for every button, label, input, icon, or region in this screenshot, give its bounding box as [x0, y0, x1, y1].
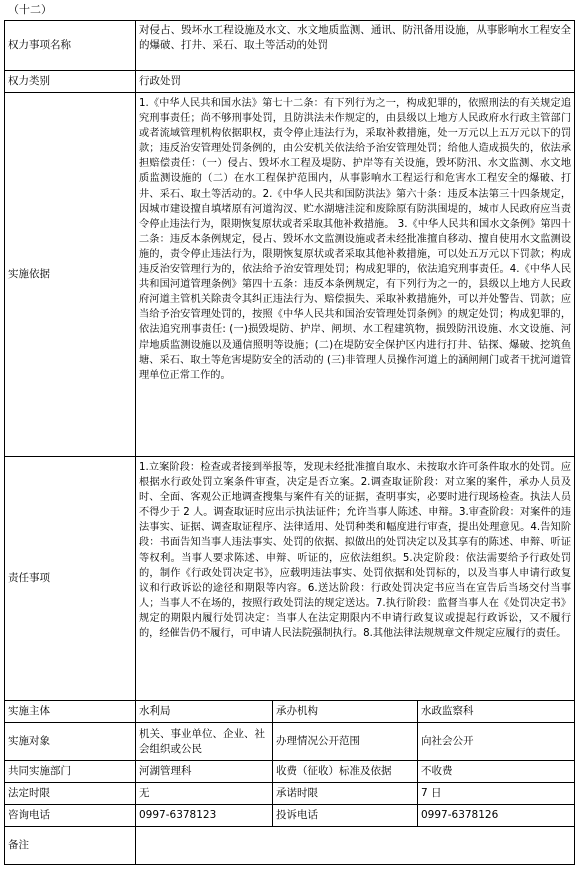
basis-value: 1.《中华人民共和国水法》第七十二条：有下列行为之一，构成犯罪的，依照刑法的有关规定追究刑事责任；尚不够刑事处罚，且防洪法未作规定的，由县级以上地方人民政府水行政主管部门或者流域管理机构依据职权，责令停止违法行为，采取补救措施，处一万元以上五万元以下的罚款；违反治安管理处罚条例的，由公安机关依法给予治安管理处罚；给他人造成损失的，依法承担赔偿责任：（一）侵占、毁坏水工程及堤防、护岸等有关设施，毁坏防汛、水文监测、水文地质监测设施的（二）在水工程保护范围内，从事影响水工程运行和危害水工程安全的爆破、打井、采石、取土等活动的。2.《中华人民共和国防洪法》第六十条：违反本法第三十四条规定，因城市建设擅自填堵原有河道沟汊、贮水湖塘洼淀和废除原有防洪围堤的，城市人民政府应当责令停止违法行为，限期恢复原状或者采取其他补救措施。 3.《中华人民共和国水文条例》第四十二条：违反本条例规定，侵占、毁坏水文监测设施或者未经批准擅自移动、擅自使用水文监测设施的，责令停止违法行为，限期恢复原状或者采取其他补救措施，可以处五万元以下罚款；构成违反治安管理行为的，依法给予治安管理处罚；构成犯罪的，依法追究刑事责任。4.《中华人民共和国河道管理条例》第四十五条：违反本条例规定，有下列行为之一的，县级以上地方人民政府河道主管机关除责令其纠正违法行为、赔偿损失、采取补救措施外，可以并处警告、罚款；应当给予治安管理处罚的，按照《中华人民共和国治安管理处罚条例》的规定处罚；构成犯罪的，依法追究刑事责任: (一)损毁堤防、护岸、闸坝、水工程建筑物，损毁防汛设施、水文设施、河岸地质监测设施以及通信照明等设施；(二)在堤防安全保护区内进行打井、钻探、爆破、挖筑鱼塘、采石、取土等危害堤防安全的活动的 (三)非管理人员操作河道上的涵闸闸门或者干扰河道管理单位正常工作的。 [136, 93, 575, 457]
public-scope-label: 办理情况公开范围 [273, 723, 418, 761]
target-label: 实施对象 [5, 723, 136, 761]
fee-label: 收费（征收）标准及依据 [273, 761, 418, 783]
complaint-phone-value: 0997-6378126 [418, 805, 575, 827]
complaint-phone-label: 投诉电话 [273, 805, 418, 827]
row-category [5, 71, 575, 93]
row-basis [5, 93, 575, 457]
row-target [5, 723, 575, 761]
item-name-label: 权力事项名称 [5, 21, 136, 71]
row-dept [5, 761, 575, 783]
remark-label: 备注 [5, 827, 136, 865]
legal-limit-label: 法定时限 [5, 783, 136, 805]
org-value: 水政监察科 [418, 701, 575, 723]
responsibility-label: 责任事项 [5, 457, 136, 701]
joint-dept-label: 共同实施部门 [5, 761, 136, 783]
row-limit [5, 783, 575, 805]
legal-limit-value: 无 [136, 783, 273, 805]
promise-limit-value: 7 日 [418, 783, 575, 805]
subject-value: 水利局 [136, 701, 273, 723]
consult-phone-value: 0997-6378123 [136, 805, 273, 827]
row-item-name [5, 21, 575, 71]
target-value: 机关、事业单位、企业、社会组织或公民 [136, 723, 273, 761]
row-subject [5, 701, 575, 723]
basis-label: 实施依据 [5, 93, 136, 457]
promise-limit-label: 承诺时限 [273, 783, 418, 805]
category-label: 权力类别 [5, 71, 136, 93]
consult-phone-label: 咨询电话 [5, 805, 136, 827]
category-value: 行政处罚 [136, 71, 575, 93]
row-remark [5, 827, 575, 865]
row-phone [5, 805, 575, 827]
remark-value [136, 827, 575, 865]
org-label: 承办机构 [273, 701, 418, 723]
section-number: （十二） [8, 3, 52, 16]
power-item-table [4, 20, 575, 865]
public-scope-value: 向社会公开 [418, 723, 575, 761]
fee-value: 不收费 [418, 761, 575, 783]
responsibility-value: 1.立案阶段：检查或者接到举报等，发现未经批准擅自取水、未按取水许可条件取水的处罚。应根据水行政处罚立案条件审查，决定是否立案。2.调查取证阶段：对立案的案件，承办人员及时、全面、客观公正地调查搜集与案件有关的证据，查明事实，必要时进行现场检查。执法人员不得少于 2 人。调查取证时应出示执法证件；允许当事人陈述、申辩。3.审查阶段：对案件的违法事实、证据、调查取证程序、法律适用、处罚种类和幅度进行审查，提出处理意见。4.告知阶段：书面告知当事人违法事实、处罚的依据、拟做出的处罚决定以及其享有的陈述、申辩、听证等权利。当事人要求陈述、申辩、听证的，应依法组织。5.决定阶段：依法需要给予行政处罚的，制作《行政处罚决定书》，应载明违法事实、处罚依据和处罚标的，以及当事人申请行政复议和行政诉讼的途径和期限等内容。6.送达阶段：行政处罚决定书应当在宣告后当场交付当事人；当事人不在场的，按照行政处罚法的规定送达。7.执行阶段：监督当事人在《处罚决定书》规定的期限内履行处罚决定：当事人在法定期限内不申请行政复议或提起行政诉讼，又不履行的，经催告仍不履行，可申请人民法院强制执行。8.其他法律法规规章文件规定应履行的责任。 [136, 457, 575, 701]
row-responsibility [5, 457, 575, 701]
subject-label: 实施主体 [5, 701, 136, 723]
item-name-value: 对侵占、毁坏水工程设施及水文、水文地质监测、通讯、防汛备用设施，从事影响水工程安全的爆破、打井、采石、取土等活动的处罚 [136, 21, 575, 71]
joint-dept-value: 河湖管理科 [136, 761, 273, 783]
